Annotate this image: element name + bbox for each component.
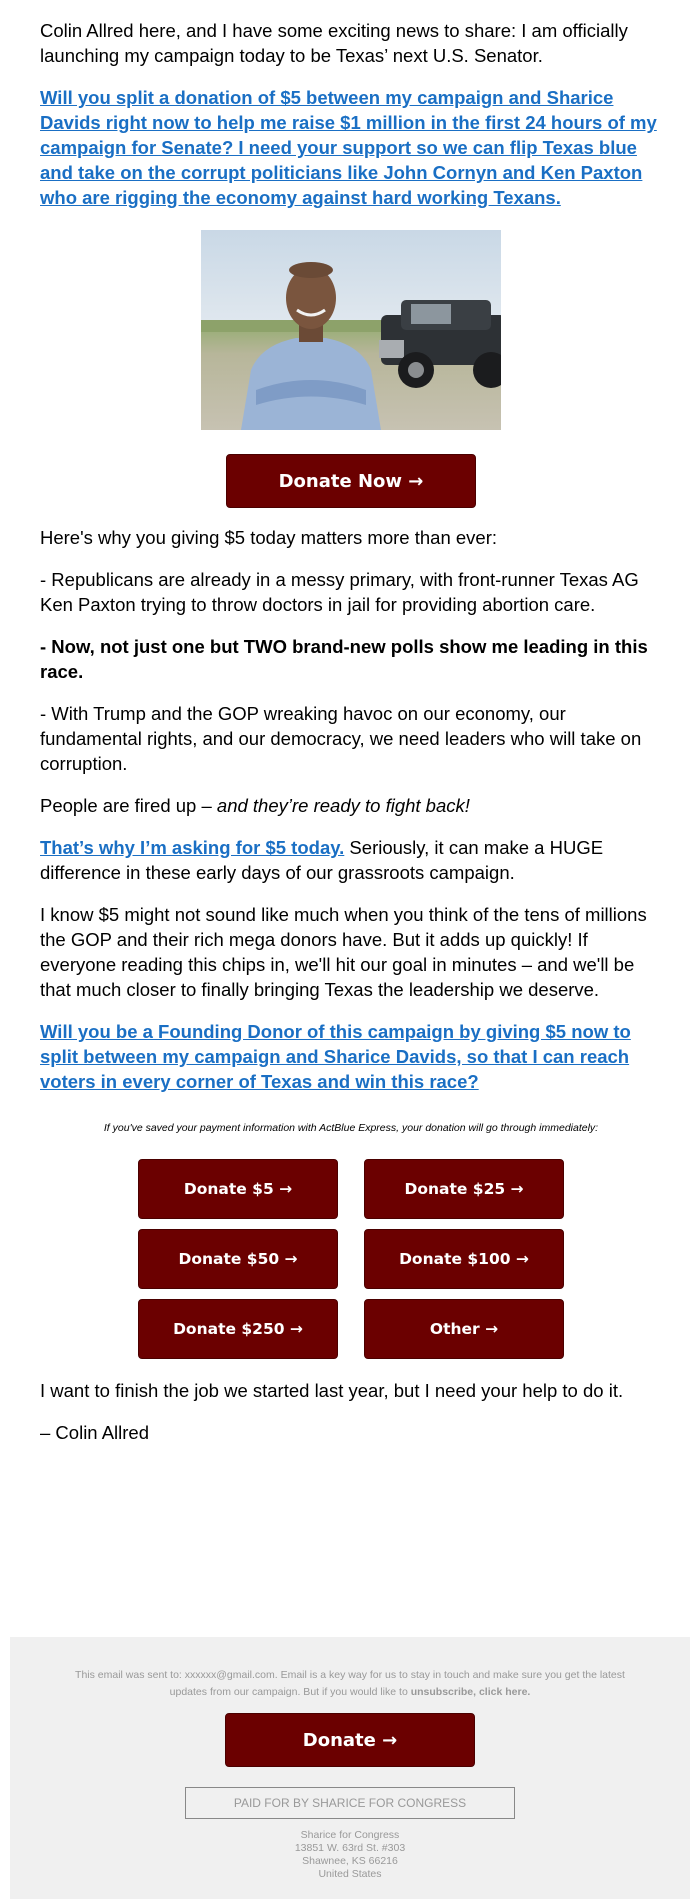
signoff: – Colin Allred (40, 1422, 150, 1443)
footer-address (10, 1829, 690, 1881)
candidate-photo[interactable] (201, 230, 501, 430)
donate-now-button[interactable]: Donate Now → (226, 454, 476, 508)
why-heading: Here's why you giving $5 today matters more than ever: (40, 527, 497, 548)
photo-container (40, 230, 662, 435)
asking-paragraph (40, 835, 662, 885)
donate-250-button[interactable]: Donate $250 → (138, 1299, 338, 1359)
footer-notice (55, 1667, 645, 1701)
address-line: United States (318, 1868, 382, 1880)
asking-link[interactable]: That’s why I’m asking for $5 today. (40, 837, 345, 858)
donate-other-button[interactable]: Other → (364, 1299, 564, 1359)
donate-25-button[interactable]: Donate $25 → (364, 1159, 564, 1219)
intro-paragraph: Colin Allred here, and I have some exciting news to share: I am officially launching my campaign today to be Texas’ next U.S. Senator. (40, 20, 628, 66)
donation-ask-link-1[interactable]: Will you split a donation of $5 between my campaign and Sharice Davids right now to help me raise $1 million in the first 24 hours of my campaign for Senate? I need your support so we can flip Texas blue and take on the corrupt politicians like John Cornyn and Ken Paxton who are rigging the economy against hard working Texans. (40, 87, 657, 208)
finish-paragraph: I want to finish the job we started last year, but I need your help to do it. (40, 1380, 624, 1401)
unsubscribe-link[interactable]: unsubscribe, click here. (410, 1686, 531, 1698)
fired-up-italic: and they’re ready to fight back! (216, 795, 470, 816)
paid-for-disclaimer: PAID FOR BY SHARICE FOR CONGRESS (185, 1787, 515, 1819)
bullet-paxton: - Republicans are already in a messy primary, with front-runner Texas AG Ken Paxton trying to throw doctors in jail for providing abortion care. (40, 569, 639, 615)
actblue-express-note: If you've saved your payment information with ActBlue Express, your donation will go through immediately: (103, 1122, 599, 1134)
email-footer (10, 1637, 690, 1899)
address-line: 13851 W. 63rd St. #303 (294, 1842, 406, 1854)
email-body (40, 18, 662, 1445)
asking-rest: Seriously, it can make a HUGE difference in these early days of our grassroots campaign. (40, 837, 604, 883)
bullet-trump: - With Trump and the GOP wreaking havoc on our economy, our fundamental rights, and our democracy, we need leaders who will take on corruption. (40, 703, 642, 774)
fired-up-paragraph (40, 793, 662, 818)
address-line: Shawnee, KS 66216 (302, 1855, 398, 1867)
fired-up-text: People are fired up – (40, 795, 217, 816)
bullet-polls: - Now, not just one but TWO brand-new polls show me leading in this race. (40, 636, 648, 682)
donate-5-button[interactable]: Donate $5 → (138, 1159, 338, 1219)
footer-sent-text: This email was sent to: xxxxxx@gmail.com. Email is a key way for us to stay in touch and make sure you get the latest updates from our campaign. But if you would like to (75, 1669, 625, 1698)
donate-100-button[interactable]: Donate $100 → (364, 1229, 564, 1289)
know-paragraph: I know $5 might not sound like much when you think of the tens of millions the GOP and their rich mega donors have. But it adds up quickly! If everyone reading this chips in, we'll hit our goal in minutes – and we'll be that much closer to finally bringing Texas the leadership we deserve. (40, 904, 647, 1000)
donate-amount-grid (138, 1159, 564, 1359)
donation-ask-link-2[interactable]: Will you be a Founding Donor of this campaign by giving $5 now to split between my campaign and Sharice Davids, so that I can reach voters in every corner of Texas and win this race? (40, 1021, 631, 1092)
founding-donor-paragraph (40, 1019, 662, 1094)
donation-ask-paragraph (40, 85, 662, 210)
address-line: Sharice for Congress (300, 1829, 400, 1841)
donate-50-button[interactable]: Donate $50 → (138, 1229, 338, 1289)
footer-donate-button[interactable]: Donate → (225, 1713, 475, 1767)
